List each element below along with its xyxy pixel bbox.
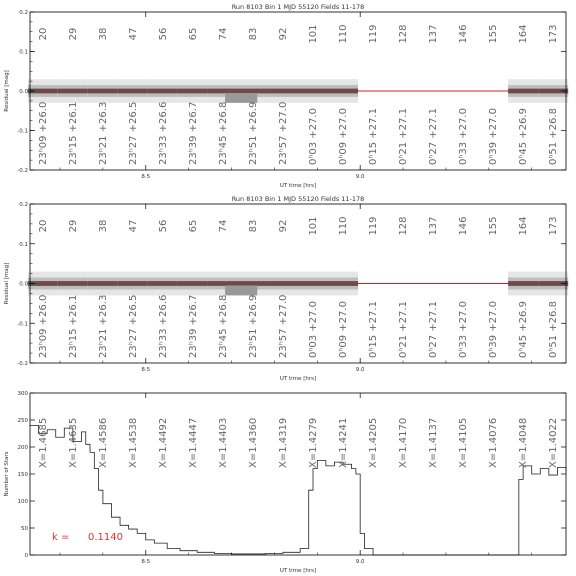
y-tick-label: 0.0 <box>19 89 28 95</box>
field-label: 65 <box>187 27 199 41</box>
y-axis-label: Residual [mag] <box>4 70 10 112</box>
field-label: 164 <box>518 24 530 44</box>
coord-label: 0ʰ09 +27.0 <box>338 108 350 165</box>
airmass-label: X=1.4137 <box>428 417 440 468</box>
field-label: 155 <box>488 24 500 44</box>
coord-label: 0ʰ15 +27.1 <box>368 108 380 165</box>
field-label: 74 <box>217 27 229 41</box>
field-label: 92 <box>277 27 289 41</box>
field-label: 128 <box>398 24 410 44</box>
x-axis-label: UT time [hrs] <box>279 183 317 189</box>
coord-label: 0ʰ45 +26.9 <box>518 108 530 165</box>
coord-label: 23ʰ15 +26.1 <box>67 294 79 358</box>
coord-label: 0ʰ33 +27.0 <box>458 301 470 358</box>
coord-label: 0ʰ21 +27.1 <box>398 108 410 165</box>
field-label: 29 <box>67 219 79 233</box>
x-tick-label: 9.0 <box>355 174 365 180</box>
field-label: 38 <box>97 219 109 233</box>
coord-label: 23ʰ15 +26.1 <box>67 101 79 165</box>
field-label: 110 <box>338 24 350 44</box>
airmass-label: X=1.4319 <box>277 417 289 468</box>
y-tick-label: -0.2 <box>17 361 28 367</box>
x-tick-label: 8.5 <box>141 367 151 373</box>
x-tick-label: 9.0 <box>355 367 365 373</box>
coord-label: 0ʰ39 +27.0 <box>488 301 500 358</box>
y-tick-label: 100 <box>17 499 28 505</box>
field-label: 101 <box>308 24 320 44</box>
coord-label: 23ʰ21 +26.3 <box>97 101 109 165</box>
coord-label: 23ʰ57 +27.0 <box>277 101 289 165</box>
coord-label: 23ʰ39 +26.7 <box>187 294 199 358</box>
field-label: 110 <box>338 216 350 236</box>
y-axis-label: Number of Stars <box>4 451 10 497</box>
y-tick-label: 150 <box>17 472 28 478</box>
coord-label: 23ʰ27 +26.5 <box>127 101 139 165</box>
residual-spread <box>225 285 257 295</box>
chart-title: Run 8103 Bin 1 MJD 55120 Fields 11-178 <box>231 195 365 203</box>
field-label: 101 <box>308 216 320 236</box>
y-tick-label: -0.1 <box>17 321 28 328</box>
field-label: 128 <box>398 216 410 236</box>
field-label: 29 <box>67 27 79 41</box>
plot-frame <box>30 393 566 555</box>
field-label: 38 <box>97 27 109 41</box>
airmass-label: X=1.4076 <box>488 417 500 468</box>
k-value: 0.1140 <box>88 532 123 543</box>
coord-label: 0ʰ03 +27.0 <box>308 301 320 358</box>
coord-label: 23ʰ51 +26.9 <box>247 101 259 165</box>
field-label: 173 <box>548 24 560 44</box>
y-tick-label: 300 <box>17 391 28 397</box>
coord-label: 23ʰ45 +26.8 <box>217 294 229 358</box>
k-label: k = <box>52 532 70 543</box>
coord-label: 0ʰ03 +27.0 <box>308 108 320 165</box>
airmass-label: X=1.4279 <box>308 417 320 468</box>
coord-label: 0ʰ33 +27.0 <box>458 108 470 165</box>
field-label: 20 <box>37 27 49 41</box>
field-label: 83 <box>247 219 259 233</box>
airmass-label: X=1.4538 <box>127 417 139 468</box>
field-label: 146 <box>458 216 470 236</box>
y-tick-label: 50 <box>21 526 28 532</box>
field-label: 47 <box>127 219 139 233</box>
coord-label: 0ʰ51 +26.8 <box>548 301 560 358</box>
field-label: 137 <box>428 24 440 44</box>
field-label: 74 <box>217 219 229 233</box>
field-label: 47 <box>127 27 139 41</box>
coord-label: 23ʰ27 +26.5 <box>127 294 139 358</box>
field-label: 56 <box>157 27 169 41</box>
airmass-label: X=1.4586 <box>97 417 109 468</box>
field-label: 83 <box>247 27 259 41</box>
field-label: 56 <box>157 219 169 233</box>
y-tick-label: 0 <box>24 553 28 559</box>
field-label: 164 <box>518 216 530 236</box>
y-tick-label: 0.1 <box>19 49 28 56</box>
y-tick-label: 0.0 <box>19 281 28 288</box>
field-label: 119 <box>368 216 380 236</box>
coord-label: 0ʰ27 +27.1 <box>428 301 440 358</box>
airmass-label: X=1.4170 <box>398 417 410 468</box>
field-label: 155 <box>488 216 500 236</box>
x-axis-label: UT time [hrs] <box>279 568 317 574</box>
y-tick-label: -0.2 <box>17 168 28 174</box>
airmass-label: X=1.4241 <box>338 417 350 468</box>
airmass-label: X=1.4685 <box>37 417 49 468</box>
coord-label: 0ʰ27 +27.1 <box>428 108 440 165</box>
x-tick-label: 8.5 <box>141 559 151 565</box>
x-tick-label: 9.0 <box>355 559 365 565</box>
coord-label: 23ʰ39 +26.7 <box>187 101 199 165</box>
coord-label: 0ʰ45 +26.9 <box>518 301 530 358</box>
coord-label: 0ʰ51 +26.8 <box>548 108 560 165</box>
coord-label: 0ʰ21 +27.1 <box>398 301 410 358</box>
y-tick-label: 0.2 <box>19 10 28 16</box>
field-label: 173 <box>548 216 560 236</box>
airmass-label: X=1.4635 <box>67 417 79 468</box>
field-label: 65 <box>187 219 199 233</box>
field-label: 119 <box>368 24 380 44</box>
coord-label: 23ʰ21 +26.3 <box>97 294 109 358</box>
airmass-label: X=1.4492 <box>157 417 169 468</box>
airmass-label: X=1.4105 <box>458 417 470 468</box>
coord-label: 0ʰ15 +27.1 <box>368 301 380 358</box>
airmass-label: X=1.4048 <box>518 417 530 468</box>
residual-spread <box>225 93 257 103</box>
field-label: 146 <box>458 24 470 44</box>
airmass-label: X=1.4403 <box>217 417 229 468</box>
airmass-label: X=1.4360 <box>247 417 259 468</box>
field-label: 20 <box>37 219 49 233</box>
field-label: 137 <box>428 216 440 236</box>
chart-title: Run 8103 Bin 1 MJD 55120 Fields 11-178 <box>231 3 365 11</box>
y-tick-label: -0.1 <box>17 128 28 135</box>
y-axis-label: Residual [mag] <box>4 262 10 305</box>
x-axis-label: UT time [hrs] <box>279 376 317 382</box>
coord-label: 0ʰ39 +27.0 <box>488 108 500 165</box>
airmass-label: X=1.4447 <box>187 417 199 468</box>
y-tick-label: 200 <box>17 445 28 451</box>
coord-label: 23ʰ09 +26.0 <box>37 294 49 358</box>
x-tick-label: 8.5 <box>141 174 151 180</box>
coord-label: 23ʰ57 +27.0 <box>277 294 289 358</box>
coord-label: 23ʰ51 +26.9 <box>247 294 259 358</box>
y-tick-label: 250 <box>17 418 28 424</box>
y-tick-label: 0.2 <box>19 202 28 208</box>
coord-label: 0ʰ09 +27.0 <box>338 301 350 358</box>
coord-label: 23ʰ33 +26.6 <box>157 294 169 358</box>
field-label: 92 <box>277 219 289 233</box>
coord-label: 23ʰ45 +26.8 <box>217 101 229 165</box>
y-tick-label: 0.1 <box>19 241 28 248</box>
coord-label: 23ʰ09 +26.0 <box>37 101 49 165</box>
airmass-label: X=1.4205 <box>368 417 380 468</box>
coord-label: 23ʰ33 +26.6 <box>157 101 169 165</box>
airmass-label: X=1.4022 <box>548 417 560 468</box>
